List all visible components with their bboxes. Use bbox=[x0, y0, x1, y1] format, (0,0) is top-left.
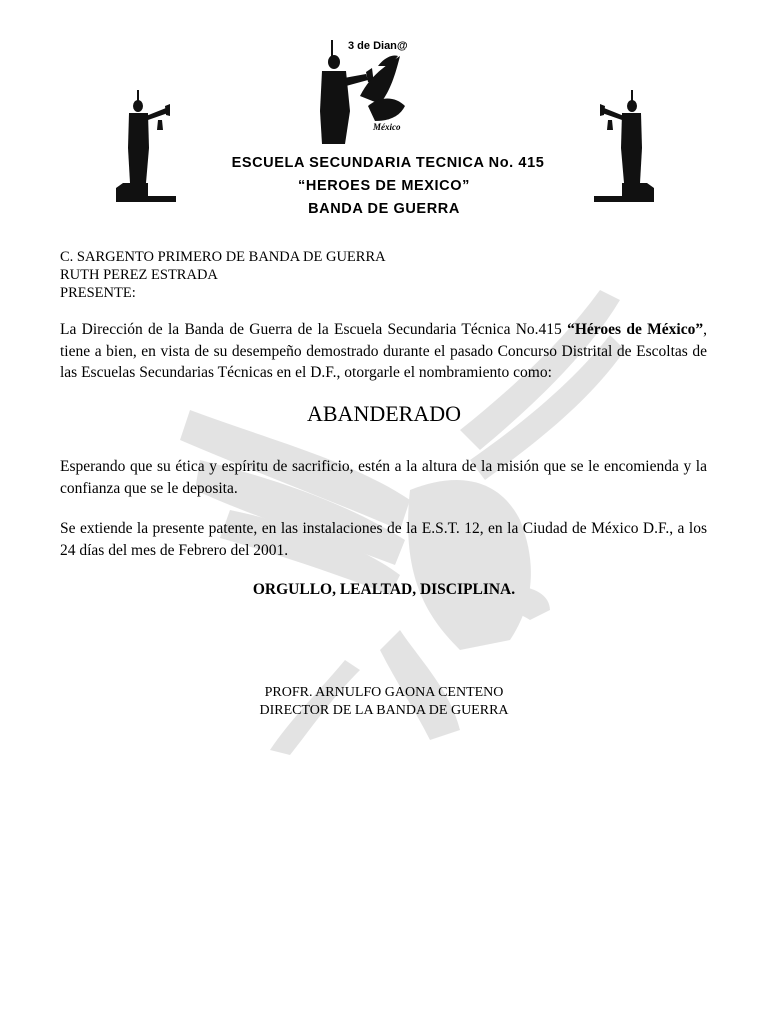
paragraph-issue-date: Se extiende la presente patente, en las instalaciones de la E.S.T. 12, en la Ciudad de México D.F., a los 24 días del mes de Febrero del 2001. bbox=[60, 520, 707, 559]
signatory-name: PROFR. ARNULFO GAONA CENTENO bbox=[264, 685, 504, 700]
paragraph-expectation: Esperando que su ética y espíritu de sacrificio, estén a la altura de la misión que se le encomienda y la confianza que se le deposita. bbox=[60, 458, 707, 497]
band-line: BANDA DE GUERRA bbox=[308, 201, 460, 217]
addressee-rank: C. SARGENTO PRIMERO DE BANDA DE GUERRA bbox=[60, 249, 386, 265]
p1-end-text: , tiene a bien, en vista de su desempeño demostrado durante el pasado Concurso Distrital de Escoltas de las Escuelas Secundarias Técnicas en el D.F., otorgarle el nombramiento como: bbox=[60, 321, 707, 381]
emblem-top-label: 3 de Dian@ bbox=[348, 40, 408, 52]
addressee-greeting: PRESENTE: bbox=[60, 285, 136, 301]
addressee-name: RUTH PEREZ ESTRADA bbox=[60, 267, 218, 283]
bugler-eagle-icon bbox=[300, 36, 430, 146]
paragraph-appointment bbox=[60, 319, 707, 384]
school-name: “HEROES DE MEXICO” bbox=[298, 178, 470, 194]
p1-start-text: La Dirección de la Banda de Guerra de la Escuela Secundaria Técnica No.415 bbox=[60, 321, 568, 338]
appointment-title: ABANDERADO bbox=[307, 401, 461, 426]
signatory-title: DIRECTOR DE LA BANDA DE GUERRA bbox=[259, 703, 509, 718]
band-emblem bbox=[300, 36, 430, 146]
school-line: ESCUELA SECUNDARIA TECNICA No. 415 bbox=[231, 155, 545, 171]
motto: ORGULLO, LEALTAD, DISCIPLINA. bbox=[252, 581, 516, 598]
school-name-bold: “Héroes de México” bbox=[567, 321, 704, 338]
emblem-country-label: México bbox=[373, 122, 401, 132]
